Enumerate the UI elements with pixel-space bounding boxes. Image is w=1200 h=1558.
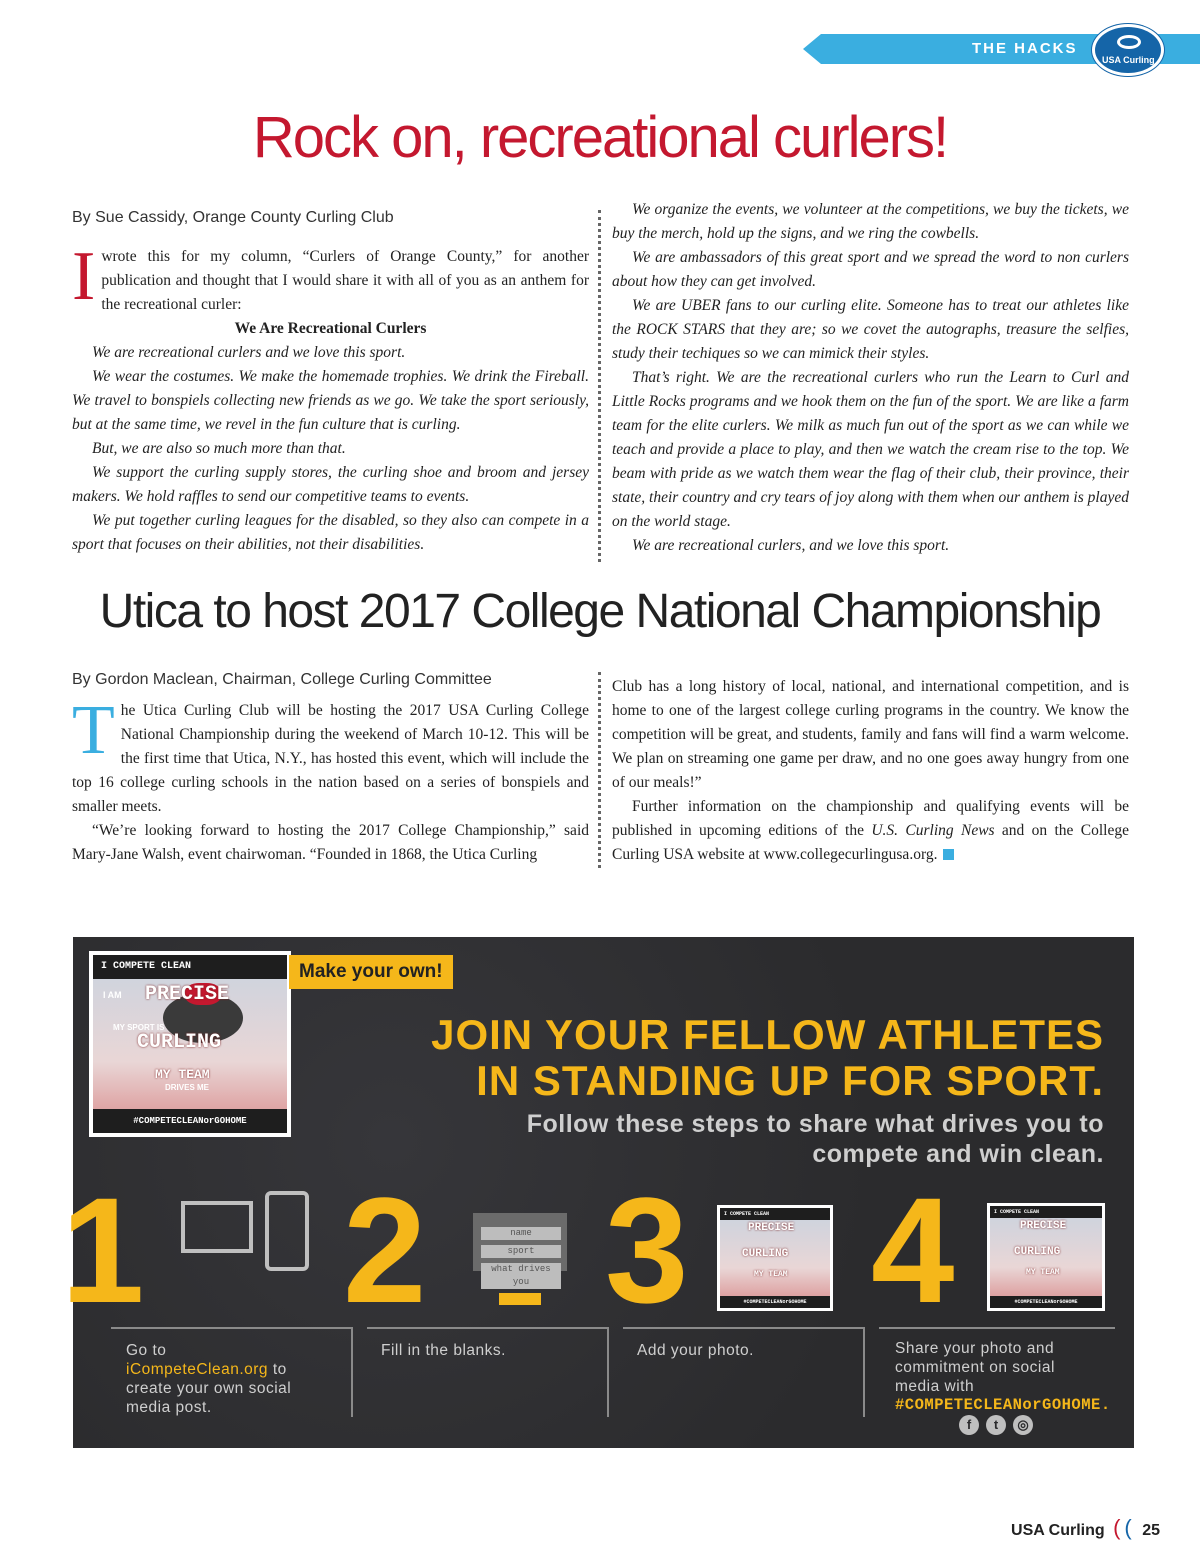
article1-intro: wrote this for my column, “Curlers of Orange County,” for another publication and thought that I would share it with all of you as an anthem for the recreational curler:: [101, 248, 589, 313]
sample-post-header: I COMPETE CLEAN: [93, 955, 287, 979]
article1-paragraph: We are ambassadors of this great sport and we spread the word to non curlers about how they can get involved.: [612, 249, 1129, 290]
ad-headline-line: JOIN YOUR FELLOW ATHLETES: [431, 1011, 1104, 1058]
step-2-text: Fill in the blanks.: [381, 1342, 506, 1359]
article1-paragraph: We are recreational curlers, and we love this sport.: [632, 537, 950, 554]
article2-paragraph: Club has a long history of local, national, and international competition, and is home to one of the largest college curling programs in the country. We know the competition will be great, and students, family and fans will find a warm welcome. We plan on streaming one game per draw, and no one goes away hungry from one of our meals!”: [612, 678, 1129, 791]
article1-paragraph: That’s right. We are the recreational curlers who run the Learn to Curl and Little Rocks programs and we hook them on the fun of the sport. We are like a farm team for the elite curlers. We milk as much fun out of the sport as we can while we teach and provide a place to play, and then we watch the cream rise to the top. We beam with pride as we watch them wear the flag of their club, their province, their state, their country and cry tears of joy along with them when our anthem is played on the world stage.: [612, 369, 1129, 530]
step-3-photo-image: [720, 1208, 830, 1308]
step-4-text: [895, 1339, 1111, 1415]
hashtag-link[interactable]: #COMPETECLEANorGOHOME.: [895, 1396, 1111, 1414]
article2-text: and on the College Curling USA website at www.collegecurlingusa.org.: [612, 822, 1130, 863]
article1-paragraph: But, we are also so much more than that.: [92, 440, 346, 457]
sample-post-hashtag: #COMPETECLEANorGOHOME: [93, 1109, 287, 1133]
ad-headline-line: IN STANDING UP FOR SPORT.: [476, 1057, 1104, 1104]
form-field-name: name: [481, 1227, 561, 1240]
ad-subheadline: [527, 1109, 1104, 1169]
form-field-sport: sport: [481, 1245, 561, 1258]
column-divider: [598, 210, 601, 562]
ad-sample-post: [89, 951, 291, 1137]
article1-right-column: [612, 198, 1129, 558]
logo-text: USA Curling: [1102, 55, 1155, 65]
page-footer: [1011, 1515, 1160, 1541]
article1-left-column: [72, 238, 589, 557]
page-number: 25: [1142, 1522, 1160, 1539]
step-text-line: media post.: [126, 1399, 212, 1416]
article1-paragraph: We are UBER fans to our curling elite. Someone has to treat our athletes like the ROCK STARS that they are; so we covet the autographs, treasure the selfies, study their techiques so we can mimick their styles.: [612, 297, 1129, 362]
step-number: 3: [605, 1166, 689, 1334]
sample-post-header: I COMPETE CLEAN: [990, 1206, 1102, 1218]
step-3-text: Add your photo.: [637, 1342, 754, 1359]
sample-post-word: MY TEAM: [1026, 1268, 1060, 1277]
section-label: THE HACKS: [972, 40, 1078, 57]
ad-headline: [431, 1012, 1104, 1104]
sample-post-word: PRECISE: [145, 983, 230, 1006]
twitter-icon[interactable]: t: [986, 1415, 1006, 1435]
instagram-icon[interactable]: ◎: [1013, 1415, 1033, 1435]
article2-title: Utica to host 2017 College National Championship: [99, 585, 1101, 638]
article2-byline: By Gordon Maclean, Chairman, College Curling Committee: [72, 671, 492, 688]
article1-dropcap: I: [72, 238, 96, 315]
sample-post-image: [93, 955, 287, 1133]
sample-post-word: PRECISE: [748, 1222, 795, 1234]
logo-ring-icon: [1117, 35, 1141, 49]
article1-title: Rock on, recreational curlers!: [252, 105, 948, 170]
facebook-icon[interactable]: f: [959, 1415, 979, 1435]
laptop-icon: [181, 1201, 253, 1253]
step-text-line: create your own social: [126, 1380, 292, 1397]
make-your-own-banner: Make your own!: [289, 955, 453, 989]
usa-curling-logo: [1092, 24, 1164, 76]
sample-post-word: PRECISE: [1020, 1220, 1067, 1232]
step-number: 1: [61, 1166, 145, 1334]
sample-post-header: I COMPETE CLEAN: [720, 1208, 830, 1220]
step-text-line: Go to: [126, 1342, 167, 1359]
sample-post-word: CURLING: [1014, 1246, 1061, 1258]
ad-subheadline-line: compete and win clean.: [812, 1140, 1104, 1168]
step-4-photo-image: [990, 1206, 1102, 1308]
step-text-line: commitment on social: [895, 1359, 1055, 1376]
step-3-photo: [717, 1205, 833, 1311]
sample-post-label: DRIVES ME: [165, 1083, 210, 1092]
footer-mark-icon: (: [1113, 1515, 1121, 1540]
sample-post-hashtag: #COMPETECLEANorGOHOME: [990, 1296, 1102, 1308]
dash-icon: [499, 1293, 541, 1305]
publication-name: U.S. Curling News: [871, 822, 995, 839]
step-number: 4: [871, 1166, 955, 1334]
article2-dropcap: T: [72, 692, 115, 769]
article1-paragraph: We put together curling leagues for the disabled, so they also can compete in a sport that focuses on their abilities, not their disabilities.: [72, 512, 589, 553]
article2-intro: he Utica Curling Club will be hosting the 2017 USA Curling College National Championship during the weekend of March 10-12. This will be the first time that Utica, N.Y., has hosted this event, which will include the top 16 college curling schools in the nation based on a series of bonspiels and smaller meets.: [72, 702, 589, 815]
sample-post-hashtag: #COMPETECLEANorGOHOME: [720, 1296, 830, 1308]
article1-paragraph: We organize the events, we volunteer at the competitions, we buy the tickets, we buy the merch, hold up the signs, and we ring the cowbells.: [612, 201, 1129, 242]
column-divider: [598, 672, 601, 868]
step-text-line: Share your photo and: [895, 1340, 1055, 1357]
end-mark-icon: [943, 849, 954, 860]
article1-byline: By Sue Cassidy, Orange County Curling Club: [72, 209, 394, 226]
article2-paragraph: “We’re looking forward to hosting the 2017 College Championship,” said Mary-Jane Walsh, event chairwoman. “Founded in 1868, the Utica Curling: [72, 822, 589, 863]
step-text-fragment: to: [268, 1361, 287, 1378]
sample-post-word: CURLING: [742, 1248, 789, 1260]
article2-text: Further information on the championship and qualifying events will be published in upcoming editions of the: [612, 798, 1129, 839]
sample-post-word: MY TEAM: [754, 1270, 788, 1279]
footer-mark-icon: (: [1124, 1515, 1132, 1540]
sample-post-word: MY TEAM: [155, 1067, 210, 1082]
form-field-drives: what drives you: [481, 1263, 561, 1289]
step-text-line: media with: [895, 1378, 975, 1395]
footer-publication: USA Curling: [1011, 1522, 1105, 1539]
ad-subheadline-line: Follow these steps to share what drives you to: [526, 1110, 1104, 1138]
article1-poem-title: We Are Recreational Curlers: [234, 320, 427, 337]
phone-icon: [265, 1191, 309, 1271]
step-1-text: [126, 1341, 291, 1417]
article1-paragraph: We support the curling supply stores, the curling shoe and broom and jersey makers. We hold raffles to send our competitive teams to events.: [72, 464, 589, 505]
article1-paragraph: We are recreational curlers and we love this sport.: [92, 344, 406, 361]
article2-paragraph: [612, 795, 1129, 867]
sample-post-label: I AM: [103, 990, 122, 1000]
article2-left-column: [72, 692, 589, 867]
sample-post-word: CURLING: [137, 1031, 222, 1054]
step-number: 2: [343, 1166, 427, 1334]
article1-paragraph: We wear the costumes. We make the homemade trophies. We drink the Fireball. We travel to bonspiels collecting new friends as we go. We take the sport seriously, but at the same time, we revel in the fun culture that is curling.: [72, 368, 589, 433]
step-4-photo: [987, 1203, 1105, 1311]
article2-right-column: [612, 675, 1129, 867]
compete-clean-ad: [61, 937, 1134, 1448]
icompeteclean-link[interactable]: iCompeteClean.org: [126, 1361, 269, 1378]
sample-post-label: MY SPORT IS: [113, 1023, 165, 1032]
